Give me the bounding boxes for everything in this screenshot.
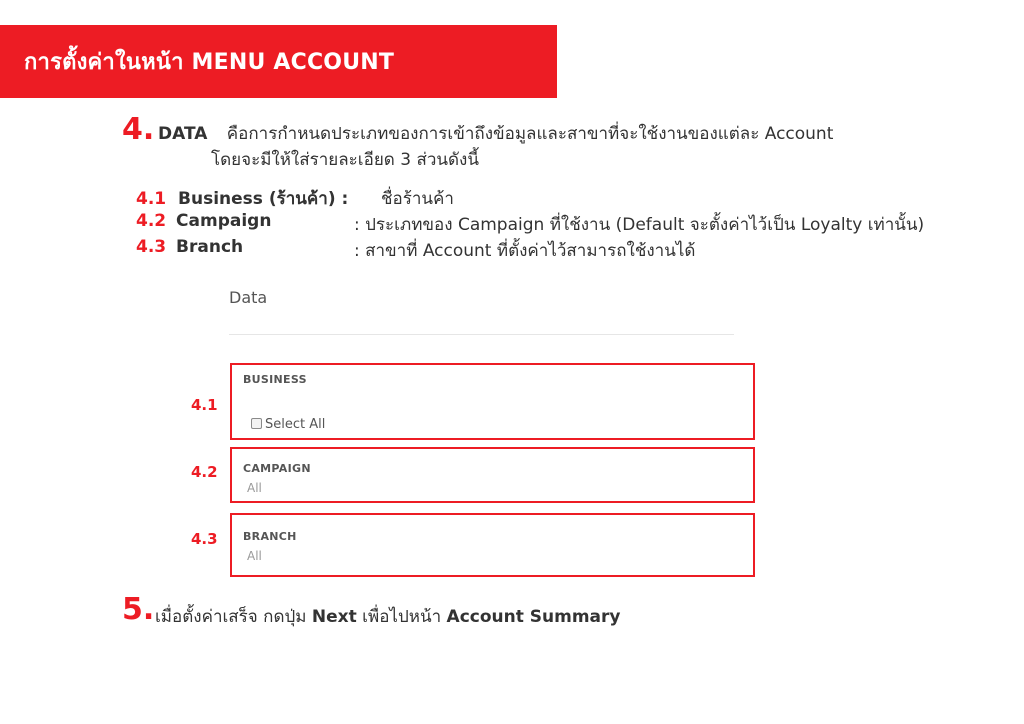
item-4-1-label: Business (ร้านค้า) : (178, 189, 349, 209)
item-4-2-label: Campaign (176, 211, 272, 231)
step-4-description: คือการกำหนดประเภทของการเข้าถึงข้อมูลและสาขาที่จะใช้งานของแต่ละ Account (226, 124, 834, 144)
business-field (230, 363, 755, 440)
data-panel-title: Data (229, 288, 268, 307)
select-all-label: Select All (265, 417, 326, 432)
step-5-text-middle: เพื่อไปหน้า (362, 607, 442, 627)
step-4-line-2: โดยจะมีให้ใส่รายละเอียด 3 ส่วนดังนี้ (211, 150, 479, 170)
data-panel-divider (229, 334, 734, 335)
item-4-3 (136, 237, 243, 257)
item-4-1-description: ชื่อร้านค้า (381, 189, 454, 209)
campaign-field[interactable] (230, 447, 755, 503)
header-banner (0, 25, 557, 98)
step-4-line-1 (158, 120, 833, 147)
banner-title: การตั้งค่าในหน้า MENU ACCOUNT (24, 50, 395, 75)
item-4-2 (136, 211, 271, 231)
item-4-1 (136, 185, 348, 212)
step-5-target-page: Account Summary (446, 607, 621, 627)
branch-header: BRANCH (243, 530, 297, 543)
step-4-number: 4. (122, 112, 155, 147)
step-5-next-keyword: Next (311, 607, 357, 627)
select-all-checkbox[interactable] (251, 418, 262, 429)
marker-4-3: 4.3 (191, 530, 218, 548)
item-4-3-number: 4.3 (136, 237, 167, 257)
campaign-value[interactable]: All (247, 481, 262, 495)
marker-4-1: 4.1 (191, 396, 218, 414)
branch-value[interactable]: All (247, 549, 262, 563)
step-5-number: 5. (122, 592, 155, 627)
marker-4-2: 4.2 (191, 463, 218, 481)
step-5-text-before: เมื่อตั้งค่าเสร็จ กดปุ่ม (155, 607, 307, 627)
item-4-3-description: : สาขาที่ Account ที่ตั้งค่าไว้สามารถใช้งานได้ (354, 241, 696, 261)
business-header: BUSINESS (243, 373, 307, 386)
campaign-header: CAMPAIGN (243, 462, 311, 475)
item-4-2-number: 4.2 (136, 211, 167, 231)
step-4-keyword: DATA (158, 124, 208, 144)
item-4-3-label: Branch (176, 237, 244, 257)
step-5-text (155, 603, 620, 630)
item-4-1-number: 4.1 (136, 189, 167, 209)
branch-field[interactable] (230, 513, 755, 577)
item-4-2-description: : ประเภทของ Campaign ที่ใช้งาน (Default จะตั้งค่าไว้เป็น Loyalty เท่านั้น) (354, 215, 925, 235)
select-all-option[interactable] (251, 417, 325, 432)
